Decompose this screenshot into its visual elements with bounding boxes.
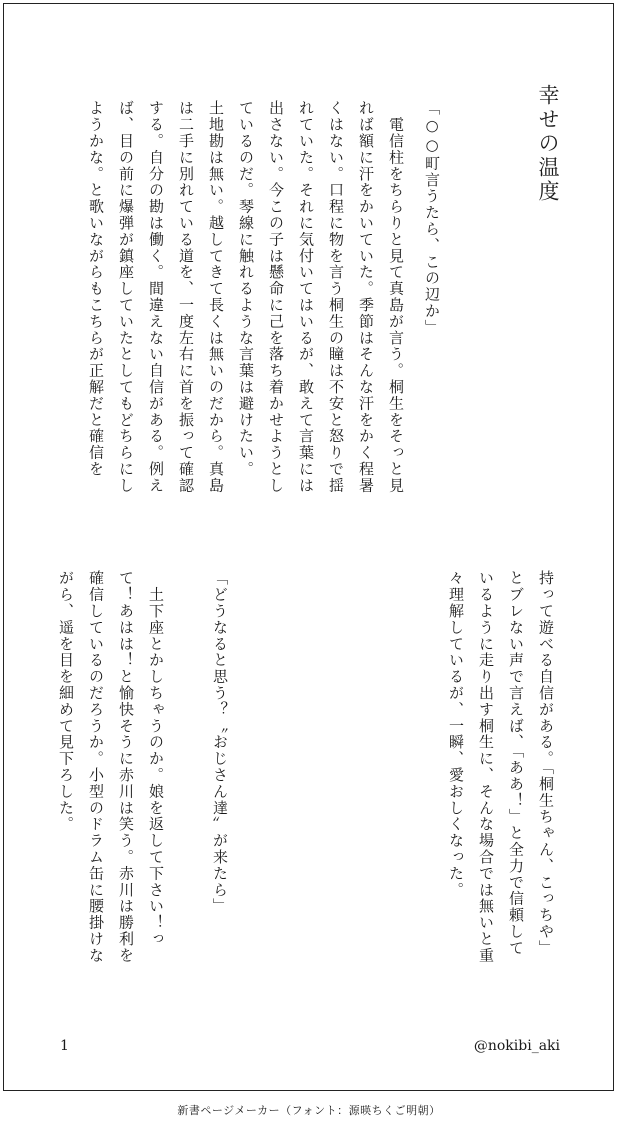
page-number: 1 (60, 1038, 69, 1054)
footer-credit: 新書ページメーカー（フォント：源暎ちくご明朝） (177, 1104, 441, 1117)
text-column: いるように走り出す桐生に、そんな場合では無いと重 (477, 570, 495, 964)
text-column: 「どうなると思う？〝おじさん達〟が来たら」 (211, 570, 229, 915)
text-column: ているのだ。琴線に触れるような言葉は避けたい。 (237, 100, 255, 478)
text-column: 々理解しているが、一瞬、愛おしくなった。 (447, 570, 465, 898)
text-column: とブレない声で言えば、「ああ！」と全力で信頼して (507, 570, 525, 957)
text-column: ようかな。と歌いながらもこちらが正解だと確信を (87, 100, 105, 478)
text-column: れば額に汗をかいていた。季節はそんな汗をかく程暑 (357, 100, 375, 494)
text-column: て！あはは！と愉快そうに赤川は笑う。赤川は勝利を (117, 570, 135, 964)
text-column: する。自分の勘は働く。間違えない自信がある。例え (147, 100, 165, 494)
text-column: 土地勘は無い。越してきて長くは無いのだから。真島 (207, 100, 225, 494)
text-column: がら、遥を目を細めて見下ろした。 (57, 570, 75, 833)
text-column: れていた。それに気付いてはいるが、敢えて言葉には (297, 100, 315, 494)
text-column: 土下座とかしちゃうのか。娘を返して下さい！っ (147, 570, 165, 948)
story-title: 幸せの温度 (536, 84, 560, 204)
text-column: 確信しているのだろうか。小型のドラム缶に腰掛けな (87, 570, 105, 964)
text-column: 持って遊べる自信がある。「桐生ちゃん、こっちや」 (537, 570, 555, 957)
author-handle: @nokibi_aki (473, 1038, 560, 1054)
text-column: 「○○町言うたら、この辺か」 (423, 100, 441, 336)
text-column: ば、目の前に爆弾が鎮座していたとしてもどちらにし (117, 100, 135, 494)
text-column: 出さない。今この子は懸命に己を落ち着かせようとし (267, 100, 285, 494)
text-column: は二手に別れている道を、一度左右に首を振って確認 (177, 100, 195, 494)
text-column: くはない。口程に物を言う桐生の瞳は不安と怒りで揺 (327, 100, 345, 494)
text-column: 電信柱をちらりと見て真島が言う。桐生をそっと見 (387, 100, 405, 494)
